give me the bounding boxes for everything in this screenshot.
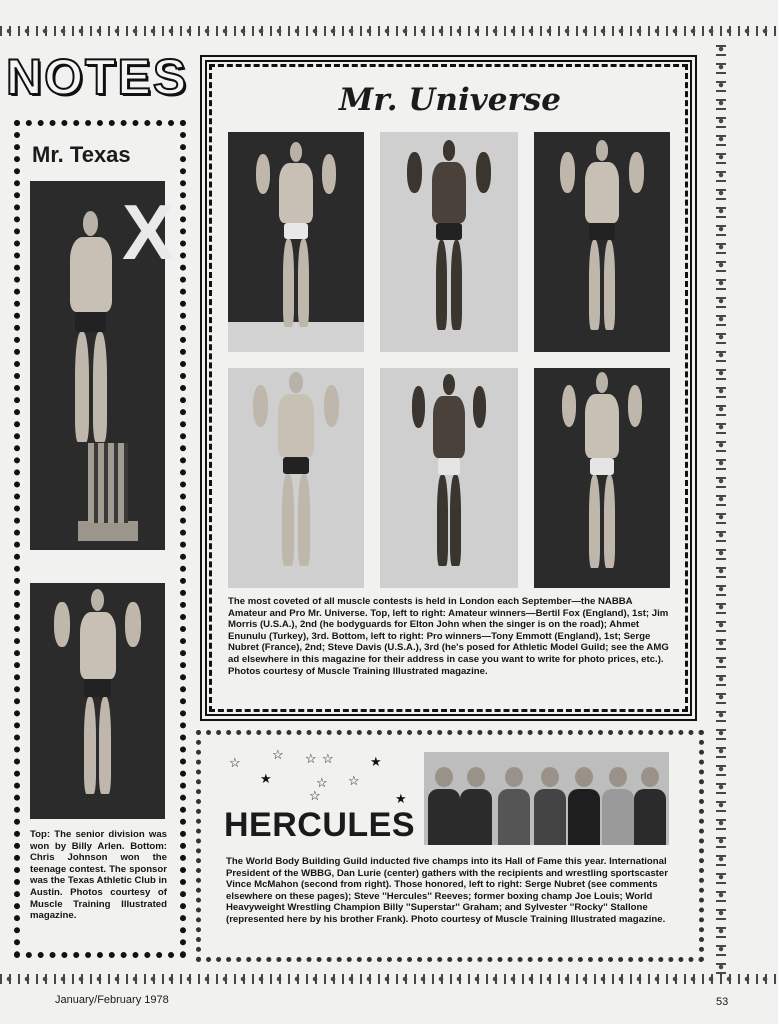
mr-universe-caption: The most coveted of all muscle contests is held in London each September—the NABBA Amateur and Pro Mr. Universe. Top, left to right: Amateur winners—Bertil Fox (England), 1st; Jim Morris (U.S.A.), 2nd (he bodyguards for Elton John when the singer is on the road); Ahmet Enunulu (Turkey), 3rd. Bottom, left to right: Pro winners—Tony Emmott (England), 1st; Serge Nubret (France), 2nd; Steve Davis (U.S.A.), 3rd (he's posed for Athletic Model Guild; see the AMG ad elsewhere in this magazine for their address in case you want to write for photo prices, etc.). Photos courtesy of Muscle Training Illustrated magazine.	[228, 596, 669, 677]
bodybuilder-figure	[423, 374, 475, 582]
mr-texas-senior-photo	[30, 181, 175, 550]
mr-texas-heading: Mr. Texas	[32, 142, 131, 167]
right-border-ornament	[716, 40, 726, 974]
bodybuilder-figure	[574, 372, 630, 584]
universe-photo-jim-morris	[380, 132, 518, 352]
star-icon: ☆	[309, 788, 321, 803]
star-icon: ☆	[348, 773, 360, 788]
star-icon: ★	[395, 791, 407, 806]
star-icon: ☆	[316, 775, 328, 790]
universe-photo-bertil-fox	[228, 132, 364, 352]
page-number: 53	[716, 996, 729, 1008]
bodybuilder-figure	[268, 142, 324, 342]
mr-texas-caption: Top: The senior division was won by Billy Arlen. Bottom: Chris Johnson won the teenage contest. The sponsor was the Texas Athletic Club in Austin. Photos courtesy of Muscle Training Illustrated magazine.	[30, 829, 168, 922]
star-icon: ★	[370, 754, 382, 769]
star-icon: ☆	[322, 751, 334, 766]
bottom-border-ornament	[0, 974, 778, 984]
bodybuilder-figure	[266, 372, 326, 582]
star-icon: ☆	[229, 755, 241, 770]
star-icon: ☆	[272, 747, 284, 762]
bodybuilder-figure	[68, 589, 128, 811]
bodybuilder-figure	[573, 140, 631, 345]
universe-photo-ahmet-enunulu	[534, 132, 670, 352]
top-border-ornament	[0, 26, 778, 36]
star-icon: ☆	[305, 751, 317, 766]
mr-universe-heading: Mr. Universe	[339, 82, 561, 118]
hercules-heading: HERCULES	[224, 806, 416, 844]
trophy-graphic	[78, 521, 138, 541]
bodybuilder-figure	[420, 140, 478, 345]
bodybuilder-figure	[56, 211, 126, 461]
trophy-column	[88, 443, 128, 523]
universe-photo-tony-emmott	[228, 368, 364, 588]
hercules-caption: The World Body Building Guild inducted five champs into its Hall of Fame this year. International President of the WBBG, Dan Lurie (center) gathers with the recipients and wrestling sportscaster Vince McMahon (second from right). Those honored, left to right: Serge Nubret (see comments elsewhere on these pages); Steve ''Hercules'' Reeves; former boxing champ Joe Louis; World Heavyweight Wrestling Champion Billy ''Superstar'' Graham; and Sylvester ''Rocky'' Stallone (represented here by his brother Frank). Photo courtesy of Muscle Training Illustrated magazine.	[226, 856, 668, 925]
universe-photo-steve-davis	[534, 368, 670, 588]
universe-photo-serge-nubret	[380, 368, 518, 588]
backdrop-letter: X	[122, 188, 175, 276]
star-icon: ★	[260, 771, 272, 786]
footer-issue-date: January/February 1978	[55, 994, 169, 1006]
section-title: NOTES	[6, 49, 189, 105]
hercules-group-photo	[424, 752, 669, 845]
mr-texas-teen-photo	[30, 583, 165, 819]
